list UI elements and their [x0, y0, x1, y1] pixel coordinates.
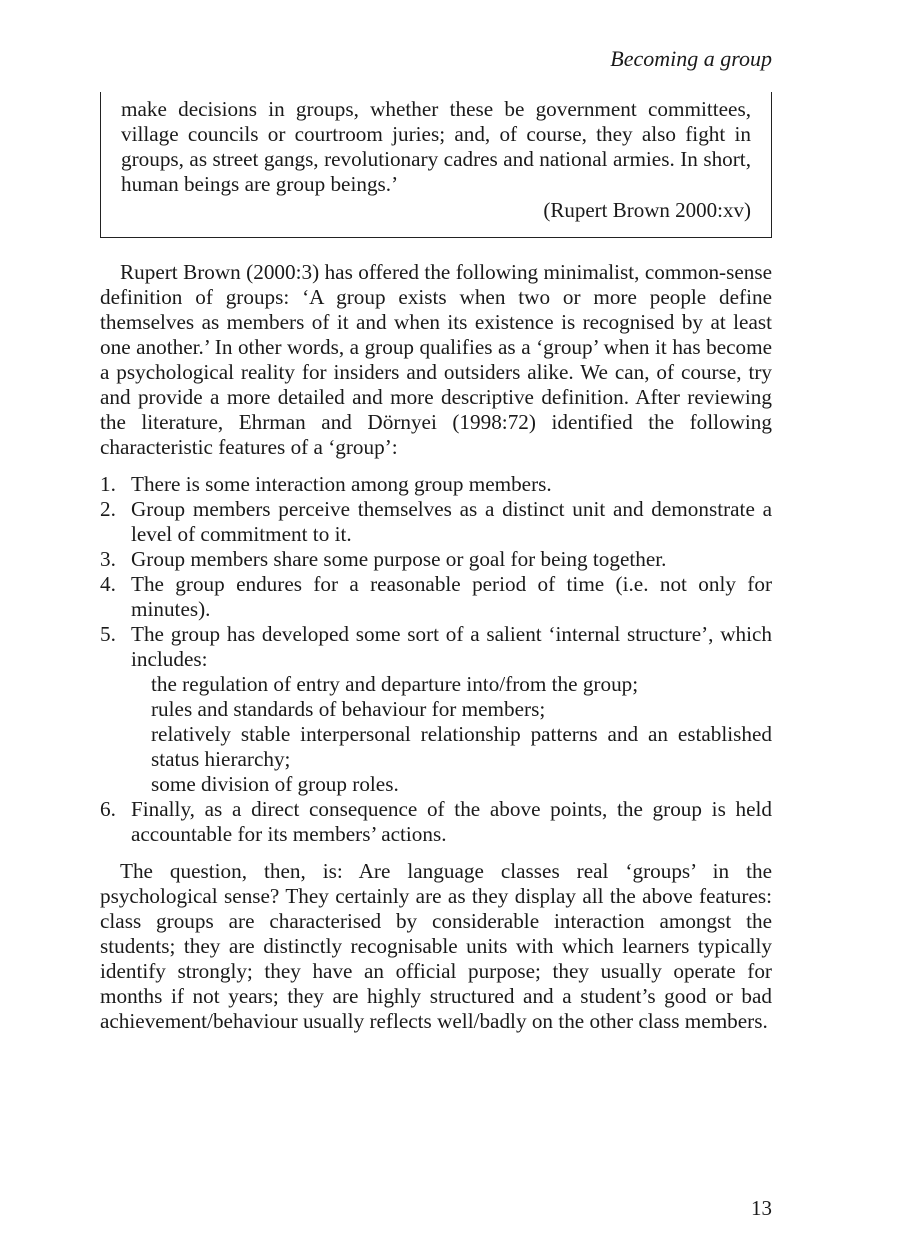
feature-list	[100, 472, 772, 847]
list-item-text: There is some interaction among group members.	[131, 472, 552, 496]
sub-list-item: the regulation of entry and departure into/from the group;	[151, 672, 639, 696]
list-item	[100, 547, 772, 572]
list-number: 5.	[100, 622, 116, 646]
quote-attribution: (Rupert Brown 2000:xv)	[543, 198, 751, 222]
quote-box	[100, 92, 772, 238]
body-text	[100, 260, 772, 1034]
paragraph-definition: Rupert Brown (2000:3) has offered the following minimalist, common-sense definition of groups: ‘A group exists when two or more people define themselves as members of it and when its existence is recognised by at least one another.’ In other words, a group qualifies as a ‘group’ when it has become a psychological reality for insiders and outsiders alike. We can, of course, try and provide a more detailed and more descriptive definition. After reviewing the literature, Ehrman and Dörnyei (1998:72) identified the following characteristic features of a ‘group’:	[100, 260, 772, 459]
page-number: 13	[751, 1196, 772, 1220]
running-head: Becoming a group	[610, 46, 772, 71]
list-item-text: The group endures for a reasonable period of time (i.e. not only for minutes).	[131, 572, 772, 621]
quote-text: make decisions in groups, whether these be government committees, village councils or courtroom juries; and, of course, they also fight in groups, as street gangs, revolutionary cadres and national armies. In short, human beings are group beings.’	[121, 97, 751, 196]
sub-list-item: rules and standards of behaviour for members;	[151, 697, 546, 721]
list-item	[100, 572, 772, 622]
sub-list-item: relatively stable interpersonal relationship patterns and an established status hierarchy;	[151, 722, 772, 771]
list-number: 6.	[100, 797, 116, 821]
list-item-text: Group members share some purpose or goal for being together.	[131, 547, 667, 571]
list-number: 4.	[100, 572, 116, 596]
list-item-text: Finally, as a direct consequence of the above points, the group is held accountable for its members’ actions.	[131, 797, 772, 846]
paragraph-question: The question, then, is: Are language classes real ‘groups’ in the psychological sense? They certainly are as they display all the above features: class groups are characterised by considerable interaction amongst the students; they are distinctly recognisable units with which learners typically identify strongly; they have an official purpose; they usually operate for months if not years; they are highly structured and a student’s good or bad achievement/behaviour usually reflects well/badly on the other class members.	[100, 859, 772, 1033]
list-item	[100, 472, 772, 497]
sub-list	[131, 672, 772, 797]
list-item	[100, 497, 772, 547]
list-number: 2.	[100, 497, 116, 521]
list-number: 1.	[100, 472, 116, 496]
list-item-text: Group members perceive themselves as a distinct unit and demonstrate a level of commitment to it.	[131, 497, 772, 546]
sub-list-item: some division of group roles.	[151, 772, 399, 796]
list-item	[100, 797, 772, 847]
list-item-text: The group has developed some sort of a salient ‘internal structure’, which includes:	[131, 622, 772, 671]
list-item	[100, 622, 772, 797]
list-number: 3.	[100, 547, 116, 571]
